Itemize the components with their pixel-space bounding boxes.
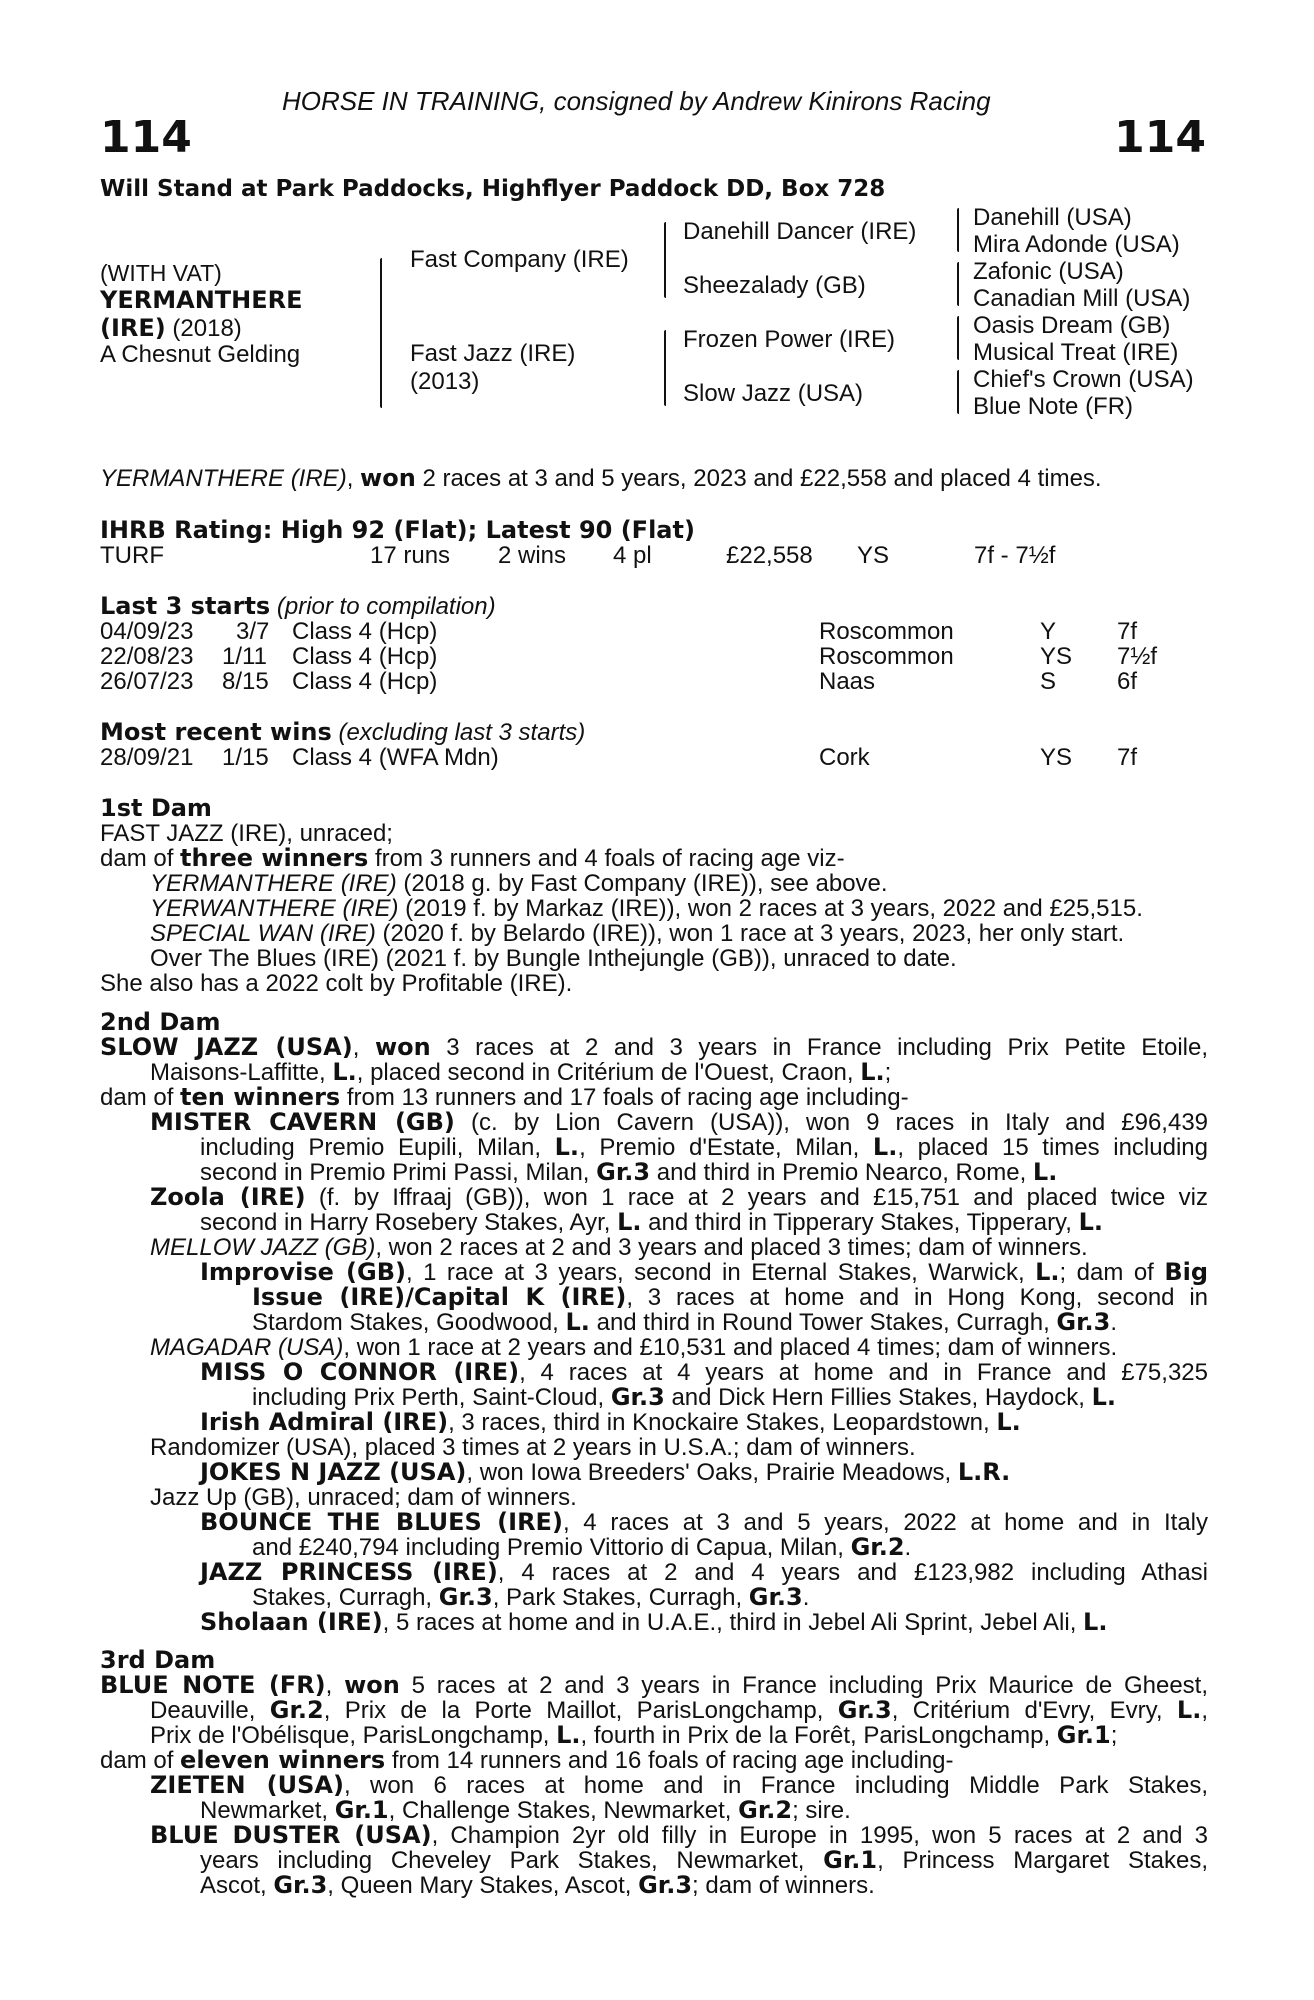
progeny-line: including Prix Perth, Saint-Cloud, Gr.3 and Dick Hern Fillies Stakes, Haydock, L.: [252, 1383, 1117, 1411]
win-going: YS: [1040, 744, 1073, 771]
progeny-line: second in Premio Primi Passi, Milan, Gr.3 and third in Premio Nearco, Rome, L.: [200, 1158, 1058, 1186]
vat-note: (WITH VAT): [100, 260, 222, 286]
pedigree-dss: Oasis Dream (GB): [973, 312, 1171, 339]
stand-location: Will Stand at Park Paddocks, Highflyer Paddock DD, Box 728: [100, 176, 886, 202]
horse-name: YERMANTHERE: [100, 286, 303, 314]
last-starts-heading: Last 3 starts (prior to compilation): [100, 592, 496, 620]
progeny-line: ZIETEN (USA), won 6 races at home and in France including Middle Park Stakes,: [150, 1771, 1208, 1799]
progeny-line: including Premio Eupili, Milan, L., Premio d'Estate, Milan, L., placed 15 times including: [200, 1133, 1208, 1161]
start-class: Class 4 (Hcp): [292, 618, 438, 645]
third-dam-line: BLUE NOTE (FR), won 5 races at 2 and 3 years in France including Prix Maurice de Gheest,: [100, 1671, 1209, 1699]
race-summary: YERMANTHERE (IRE), won 2 races at 3 and 5 years, 2023 and £22,558 and placed 4 times.: [100, 464, 1102, 492]
turf-going: YS: [857, 542, 890, 569]
turf-distance: 7f - 7½f: [974, 542, 1056, 569]
start-going: YS: [1040, 643, 1073, 670]
second-dam-line: SLOW JAZZ (USA), won 3 races at 2 and 3 years in France including Prix Petite Etoile,: [100, 1033, 1208, 1061]
first-dam-heading: 1st Dam: [100, 794, 212, 822]
progeny-line: JAZZ PRINCESS (IRE), 4 races at 2 and 4 years and £123,982 including Athasi: [200, 1558, 1208, 1586]
ihrb-rating: IHRB Rating: High 92 (Flat); Latest 90 (Flat): [100, 516, 695, 544]
turf-runs: 17 runs: [370, 542, 451, 569]
start-going: S: [1040, 668, 1057, 695]
progeny-line: second in Harry Rosebery Stakes, Ayr, L. and third in Tipperary Stakes, Tipperary, L.: [200, 1208, 1104, 1236]
start-course: Roscommon: [819, 643, 954, 670]
progeny-line: YERWANTHERE (IRE) (2019 f. by Markaz (IRE)), won 2 races at 3 years, 2022 and £25,515.: [150, 895, 1143, 922]
progeny-line: years including Cheveley Park Stakes, Newmarket, Gr.1, Princess Margaret Stakes,: [200, 1846, 1208, 1874]
win-distance: 7f: [1117, 744, 1138, 771]
progeny-line: Stakes, Curragh, Gr.3, Park Stakes, Curragh, Gr.3.: [252, 1583, 810, 1611]
pedigree-dam: Fast Jazz (IRE): [410, 340, 576, 367]
start-course: Naas: [819, 668, 876, 695]
progeny-line: Zoola (IRE) (f. by Iffraaj (GB)), won 1 race at 2 years and £15,751 and placed twice viz: [150, 1183, 1208, 1211]
third-dam-heading: 3rd Dam: [100, 1646, 216, 1674]
progeny-line: MAGADAR (USA), won 1 race at 2 years and £10,531 and placed 4 times; dam of winners.: [150, 1334, 1118, 1361]
start-position: 1/11: [222, 643, 267, 670]
progeny-line: Ascot, Gr.3, Queen Mary Stakes, Ascot, Gr.3; dam of winners.: [200, 1871, 875, 1899]
pedigree-sire-sire: Danehill Dancer (IRE): [683, 218, 917, 245]
progeny-line: Irish Admiral (IRE), 3 races, third in Knockaire Stakes, Leopardstown, L.: [200, 1408, 1021, 1436]
pedigree-dam-sire: Frozen Power (IRE): [683, 326, 896, 353]
progeny-line: Improvise (GB), 1 race at 3 years, second in Eternal Stakes, Warwick, L.; dam of Big: [200, 1258, 1209, 1286]
turf-prize: £22,558: [726, 542, 813, 569]
start-class: Class 4 (Hcp): [292, 643, 438, 670]
pedigree-sdd: Canadian Mill (USA): [973, 285, 1191, 312]
progeny-line: BOUNCE THE BLUES (IRE), 4 races at 3 and 5 years, 2022 at home and in Italy: [200, 1508, 1208, 1536]
win-position: 1/15: [222, 744, 269, 771]
progeny-line: MELLOW JAZZ (GB), won 2 races at 2 and 3 years and placed 3 times; dam of winners.: [150, 1234, 1088, 1261]
horse-description: A Chesnut Gelding: [100, 341, 301, 368]
start-class: Class 4 (Hcp): [292, 668, 438, 695]
start-distance: 7f: [1117, 618, 1138, 645]
pedigree-ssd: Mira Adonde (USA): [973, 231, 1180, 258]
horse-name-line2: (IRE) (2018): [100, 314, 242, 342]
start-going: Y: [1040, 618, 1057, 645]
start-position: 3/7: [236, 618, 270, 645]
win-date: 28/09/21: [100, 744, 194, 771]
second-dam-line: Maisons-Laffitte, L., placed second in Critérium de l'Ouest, Craon, L.;: [150, 1058, 892, 1086]
progeny-line: JOKES N JAZZ (USA), won Iowa Breeders' Oaks, Prairie Meadows, L.R.: [200, 1458, 1011, 1486]
win-class: Class 4 (WFA Mdn): [292, 744, 499, 771]
start-distance: 7½f: [1117, 643, 1158, 670]
progeny-line: YERMANTHERE (IRE) (2018 g. by Fast Company (IRE)), see above.: [150, 870, 888, 897]
pedigree-dds: Chief's Crown (USA): [973, 366, 1194, 393]
consignor-line: HORSE IN TRAINING, consigned by Andrew Kinirons Racing: [282, 86, 991, 116]
start-date: 22/08/23: [100, 643, 194, 670]
progeny-line: Newmarket, Gr.1, Challenge Stakes, Newmarket, Gr.2; sire.: [200, 1796, 851, 1824]
pedigree-ddd: Blue Note (FR): [973, 393, 1134, 420]
pedigree-dam-dam: Slow Jazz (USA): [683, 380, 864, 407]
turf-surface: TURF: [100, 542, 164, 569]
pedigree-sss: Danehill (USA): [973, 204, 1132, 231]
progeny-line: and £240,794 including Premio Vittorio di Capua, Milan, Gr.2.: [252, 1533, 912, 1561]
progeny-line: MISTER CAVERN (GB) (c. by Lion Cavern (USA)), won 9 races in Italy and £96,439: [150, 1108, 1209, 1136]
recent-wins-heading: Most recent wins (excluding last 3 starts): [100, 718, 586, 746]
second-dam-heading: 2nd Dam: [100, 1008, 221, 1036]
first-dam-line: FAST JAZZ (IRE), unraced;: [100, 820, 393, 847]
start-course: Roscommon: [819, 618, 954, 645]
progeny-line: Sholaan (IRE), 5 races at home and in U.A.E., third in Jebel Ali Sprint, Jebel Ali, L.: [200, 1608, 1108, 1636]
first-dam-line: dam of three winners from 3 runners and 4 foals of racing age viz-: [100, 844, 845, 872]
progeny-line: Issue (IRE)/Capital K (IRE), 3 races at home and in Hong Kong, second in: [252, 1283, 1209, 1311]
turf-placed: 4 pl: [613, 542, 652, 569]
lot-number-left: 114: [100, 112, 192, 163]
turf-wins: 2 wins: [498, 542, 567, 569]
pedigree-sire-dam: Sheezalady (GB): [683, 272, 866, 299]
progeny-line: Over The Blues (IRE) (2021 f. by Bungle Inthejungle (GB)), unraced to date.: [150, 945, 957, 972]
start-distance: 6f: [1117, 668, 1138, 695]
first-dam-line: She also has a 2022 colt by Profitable (IRE).: [100, 970, 573, 997]
progeny-line: BLUE DUSTER (USA), Champion 2yr old filly in Europe in 1995, won 5 races at 2 and 3: [150, 1821, 1208, 1849]
start-date: 04/09/23: [100, 618, 194, 645]
pedigree-sire: Fast Company (IRE): [410, 246, 629, 273]
win-course: Cork: [819, 744, 870, 771]
start-position: 8/15: [222, 668, 269, 695]
progeny-line: Randomizer (USA), placed 3 times at 2 years in U.S.A.; dam of winners.: [150, 1434, 916, 1461]
start-date: 26/07/23: [100, 668, 194, 695]
pedigree-dam-year: (2013): [410, 368, 480, 395]
pedigree-sds: Zafonic (USA): [973, 258, 1124, 285]
pedigree-dsd: Musical Treat (IRE): [973, 339, 1179, 366]
third-dam-line: Deauville, Gr.2, Prix de la Porte Maillot, ParisLongchamp, Gr.3, Critérium d'Evry, Evry, L.,: [150, 1696, 1208, 1724]
lot-number-right: 114: [1114, 112, 1206, 163]
progeny-line: Jazz Up (GB), unraced; dam of winners.: [150, 1484, 577, 1511]
second-dam-line: dam of ten winners from 13 runners and 17 foals of racing age including-: [100, 1083, 909, 1111]
third-dam-line: Prix de l'Obélisque, ParisLongchamp, L., fourth in Prix de la Forêt, ParisLongchamp, Gr.1;: [150, 1721, 1118, 1749]
progeny-line: Stardom Stakes, Goodwood, L. and third in Round Tower Stakes, Curragh, Gr.3.: [252, 1308, 1118, 1336]
third-dam-line: dam of eleven winners from 14 runners and 16 foals of racing age including-: [100, 1746, 954, 1774]
progeny-line: MISS O CONNOR (IRE), 4 races at 4 years at home and in France and £75,325: [200, 1358, 1208, 1386]
progeny-line: SPECIAL WAN (IRE) (2020 f. by Belardo (IRE)), won 1 race at 3 years, 2023, her only start.: [150, 920, 1125, 947]
